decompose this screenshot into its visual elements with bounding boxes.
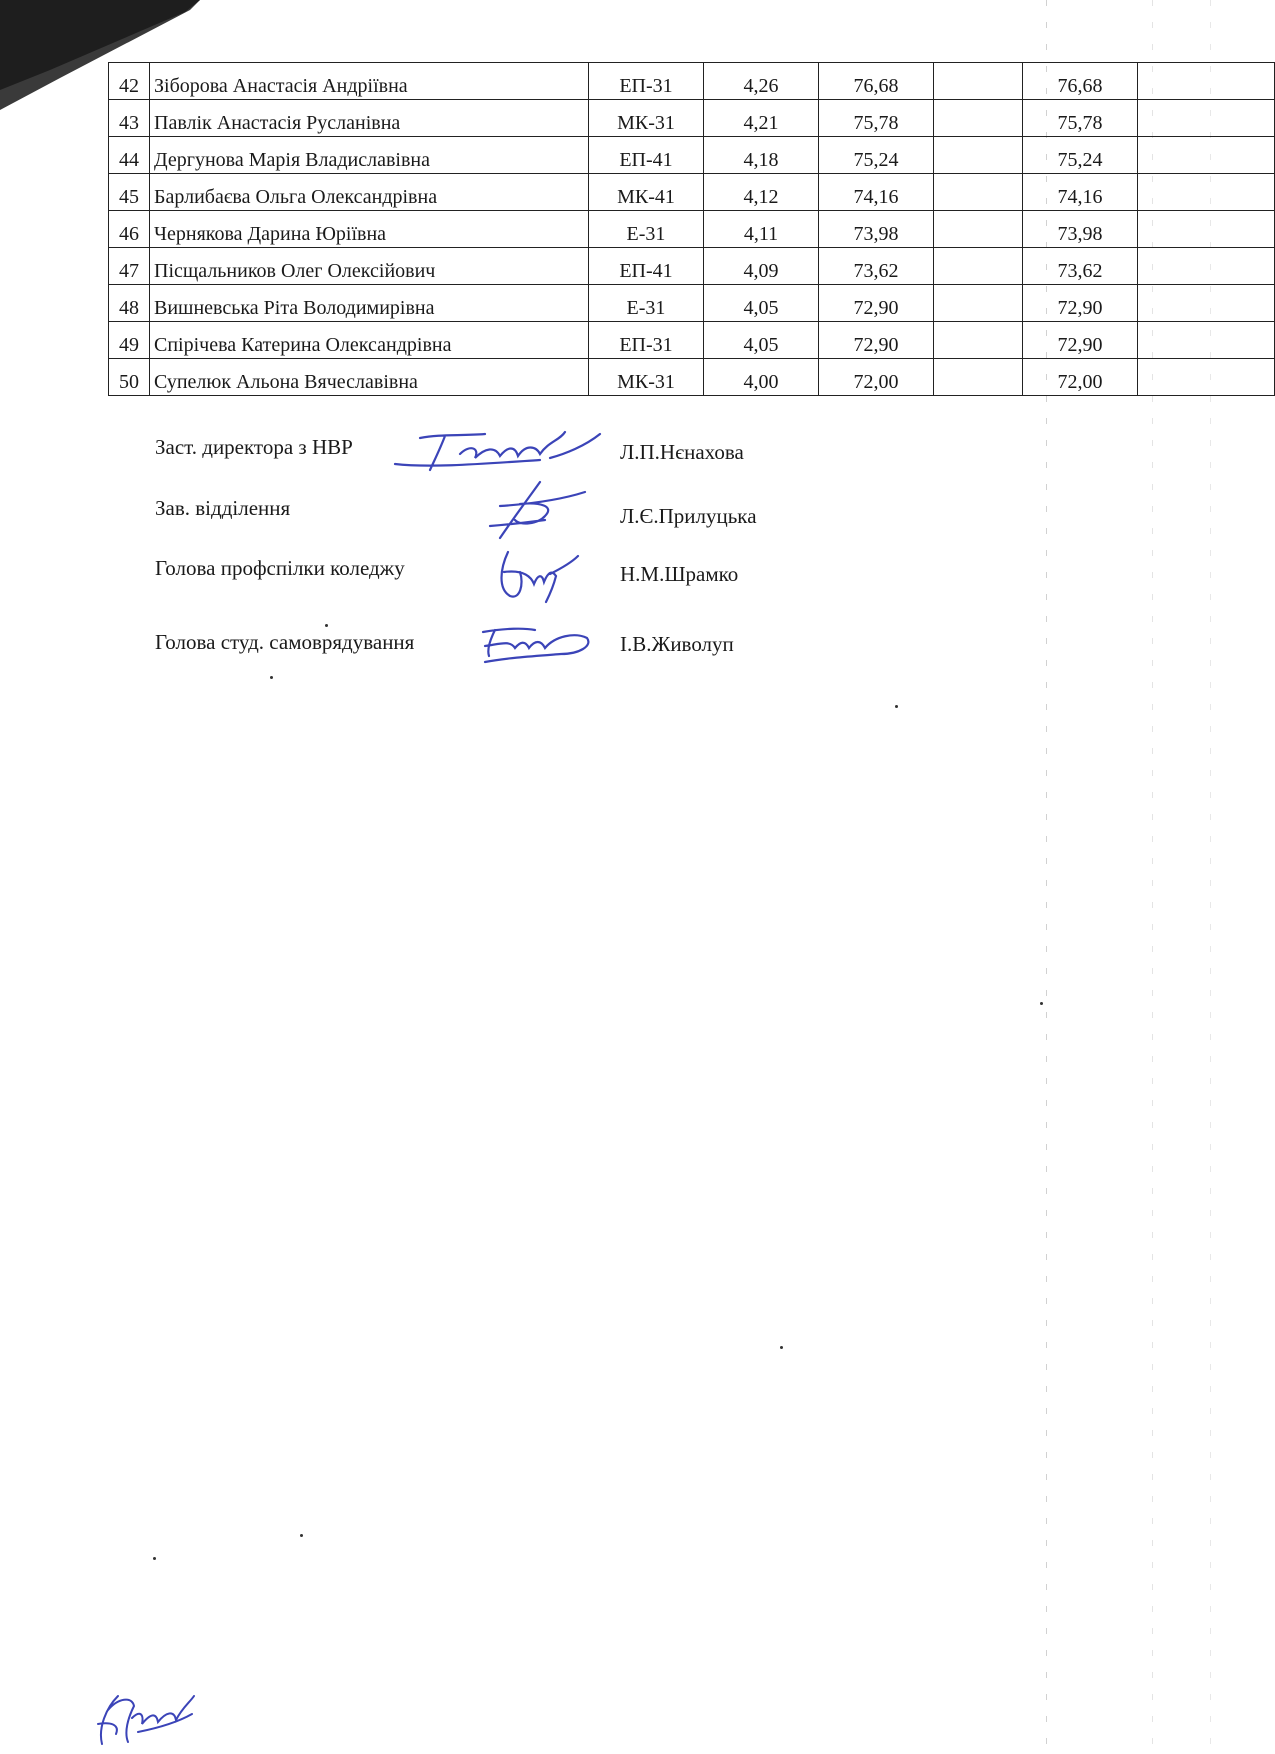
- signature-row: [155, 630, 1055, 680]
- student-name: Дергунова Марія Владиславівна: [150, 137, 589, 174]
- bonus-points: [934, 322, 1023, 359]
- group-code: МК-31: [589, 100, 704, 137]
- total-score: 73,62: [1023, 248, 1138, 285]
- signature-position: Заст. директора з НВР: [155, 435, 353, 459]
- group-code: ЕП-31: [589, 322, 704, 359]
- handwritten-signature-icon: [490, 544, 580, 604]
- average-grade: 4,05: [704, 322, 819, 359]
- scan-speck: [895, 705, 898, 708]
- empty-cell: [1138, 211, 1275, 248]
- average-grade: 4,11: [704, 211, 819, 248]
- rating-score: 72,90: [819, 285, 934, 322]
- bonus-points: [934, 63, 1023, 100]
- table-row: [109, 100, 1275, 137]
- student-name: Вишневська Ріта Володимирівна: [150, 285, 589, 322]
- signature-name: І.В.Живолуп: [620, 632, 734, 656]
- ranking-table-container: [108, 62, 1275, 396]
- rating-score: 76,68: [819, 63, 934, 100]
- ranking-table: [108, 62, 1275, 396]
- bonus-points: [934, 211, 1023, 248]
- signature-name: Л.Є.Прилуцька: [620, 504, 757, 528]
- scan-speck: [270, 676, 273, 679]
- bonus-points: [934, 359, 1023, 396]
- table-row: [109, 137, 1275, 174]
- average-grade: 4,21: [704, 100, 819, 137]
- signature-name: Л.П.Нєнахова: [620, 440, 744, 464]
- table-row: [109, 174, 1275, 211]
- empty-cell: [1138, 174, 1275, 211]
- empty-cell: [1138, 285, 1275, 322]
- row-number: 49: [109, 322, 150, 359]
- group-code: ЕП-41: [589, 137, 704, 174]
- handwritten-signature-icon: [460, 476, 590, 546]
- signature-row: [155, 496, 1055, 546]
- student-name: Пісщальников Олег Олексійович: [150, 248, 589, 285]
- empty-cell: [1138, 100, 1275, 137]
- student-name: Барлибаєва Ольга Олександрівна: [150, 174, 589, 211]
- group-code: Е-31: [589, 211, 704, 248]
- average-grade: 4,26: [704, 63, 819, 100]
- table-row: [109, 359, 1275, 396]
- signature-row: [155, 556, 1055, 606]
- rating-score: 73,98: [819, 211, 934, 248]
- average-grade: 4,00: [704, 359, 819, 396]
- average-grade: 4,18: [704, 137, 819, 174]
- total-score: 75,24: [1023, 137, 1138, 174]
- row-number: 48: [109, 285, 150, 322]
- rating-score: 72,00: [819, 359, 934, 396]
- bonus-points: [934, 285, 1023, 322]
- total-score: 72,90: [1023, 322, 1138, 359]
- total-score: 76,68: [1023, 63, 1138, 100]
- signature-name: Н.М.Шрамко: [620, 562, 739, 586]
- table-row: [109, 63, 1275, 100]
- empty-cell: [1138, 359, 1275, 396]
- bonus-points: [934, 174, 1023, 211]
- bonus-points: [934, 248, 1023, 285]
- student-name: Спірічева Катерина Олександрівна: [150, 322, 589, 359]
- row-number: 46: [109, 211, 150, 248]
- scan-speck: [325, 624, 328, 627]
- rating-score: 75,24: [819, 137, 934, 174]
- row-number: 47: [109, 248, 150, 285]
- average-grade: 4,12: [704, 174, 819, 211]
- table-row: [109, 285, 1275, 322]
- average-grade: 4,09: [704, 248, 819, 285]
- handwritten-signature-icon: [475, 620, 595, 670]
- row-number: 43: [109, 100, 150, 137]
- rating-score: 74,16: [819, 174, 934, 211]
- empty-cell: [1138, 322, 1275, 359]
- rating-score: 75,78: [819, 100, 934, 137]
- row-number: 45: [109, 174, 150, 211]
- total-score: 73,98: [1023, 211, 1138, 248]
- student-name: Павлік Анастасія Русланівна: [150, 100, 589, 137]
- row-number: 50: [109, 359, 150, 396]
- group-code: МК-31: [589, 359, 704, 396]
- total-score: 72,90: [1023, 285, 1138, 322]
- signature-position: Голова профспілки коледжу: [155, 556, 405, 580]
- rating-score: 73,62: [819, 248, 934, 285]
- signature-position: Зав. відділення: [155, 496, 291, 520]
- scan-speck: [300, 1534, 303, 1537]
- table-row: [109, 211, 1275, 248]
- initials-signature-icon: [88, 1688, 198, 1750]
- bonus-points: [934, 137, 1023, 174]
- bonus-points: [934, 100, 1023, 137]
- rating-score: 72,90: [819, 322, 934, 359]
- empty-cell: [1138, 137, 1275, 174]
- group-code: ЕП-31: [589, 63, 704, 100]
- group-code: МК-41: [589, 174, 704, 211]
- scan-speck: [1040, 1002, 1043, 1005]
- total-score: 75,78: [1023, 100, 1138, 137]
- scan-speck: [153, 1557, 156, 1560]
- signature-row: [155, 432, 1055, 482]
- student-name: Чернякова Дарина Юріївна: [150, 211, 589, 248]
- average-grade: 4,05: [704, 285, 819, 322]
- table-row: [109, 248, 1275, 285]
- total-score: 72,00: [1023, 359, 1138, 396]
- student-name: Супелюк Альона Вячеславівна: [150, 359, 589, 396]
- total-score: 74,16: [1023, 174, 1138, 211]
- signature-position: Голова студ. самоврядування: [155, 630, 415, 654]
- student-name: Зіборова Анастасія Андріївна: [150, 63, 589, 100]
- group-code: ЕП-41: [589, 248, 704, 285]
- empty-cell: [1138, 63, 1275, 100]
- empty-cell: [1138, 248, 1275, 285]
- handwritten-signature-icon: [390, 424, 610, 479]
- group-code: Е-31: [589, 285, 704, 322]
- table-row: [109, 322, 1275, 359]
- scan-speck: [780, 1346, 783, 1349]
- row-number: 42: [109, 63, 150, 100]
- row-number: 44: [109, 137, 150, 174]
